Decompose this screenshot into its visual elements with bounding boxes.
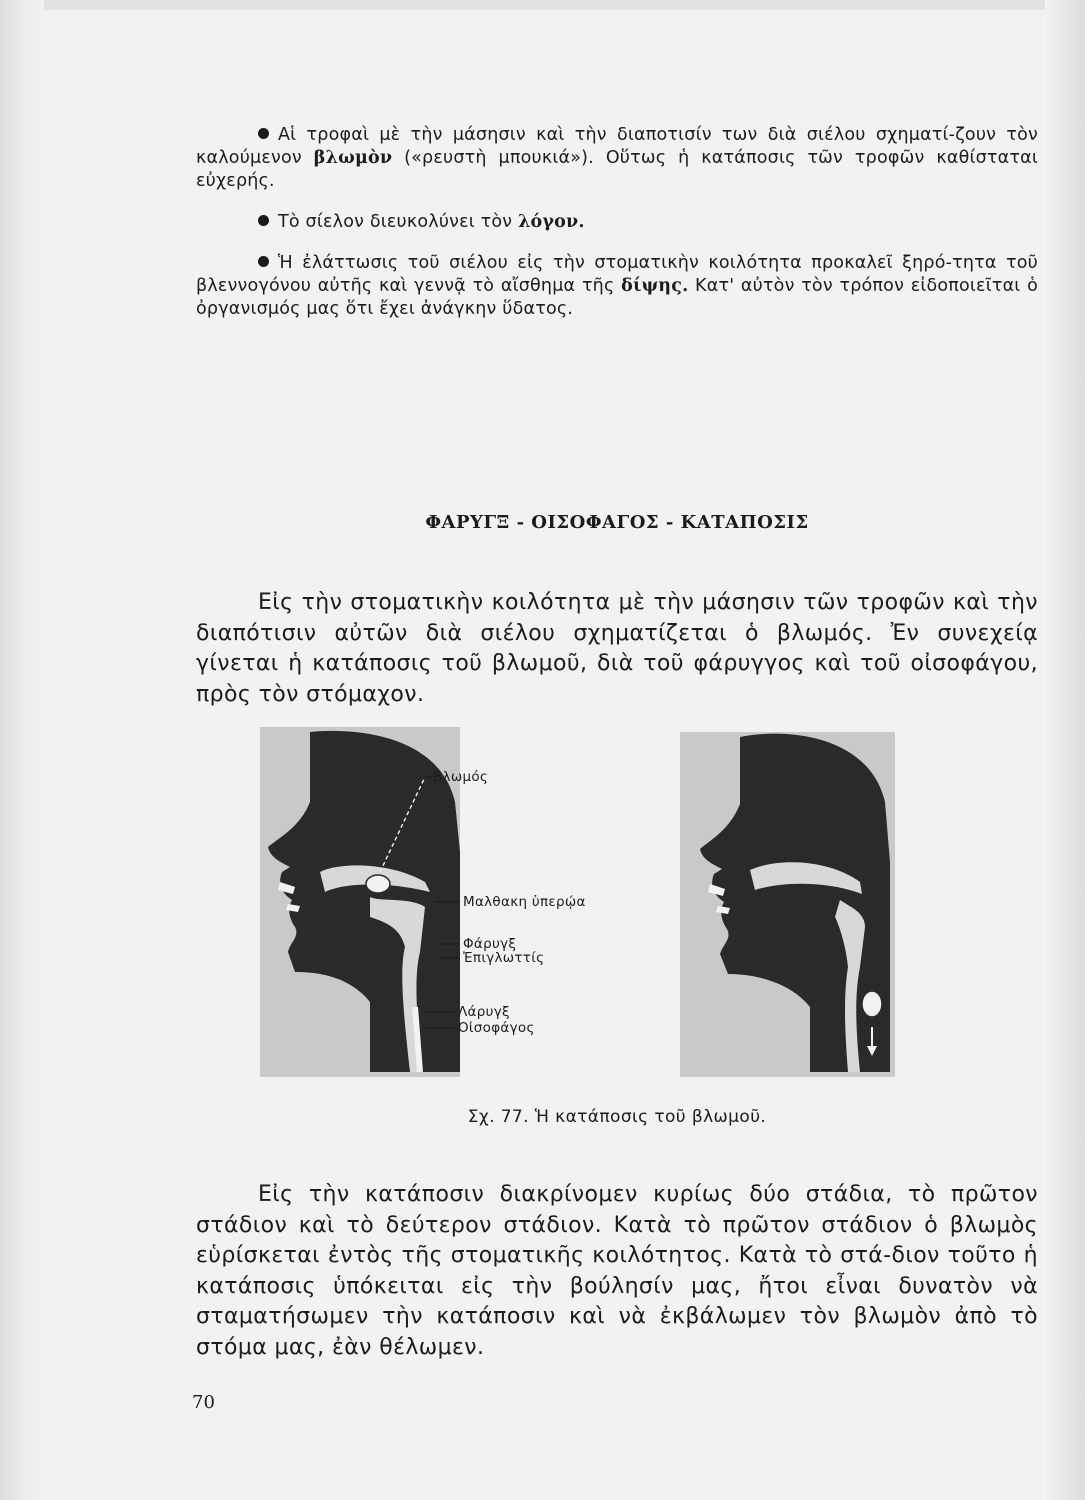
bullet-dot-icon [258,128,269,139]
bold-term: βλωμὸν [313,148,393,168]
section-heading: ΦΑΡΥΓΞ - ΟΙΣΟΦΑΓΟΣ - ΚΑΤΑΠΟΣΙΣ [425,512,809,533]
page-number: 70 [192,1392,215,1413]
scan-edge-right [1045,0,1085,1500]
label-bolus: Βλωμός [433,769,489,785]
bullet-list [196,124,1038,339]
swallowing-diagram [250,722,940,1082]
bullet-item: Αἱ τροφαὶ μὲ τὴν μάσησιν καὶ τὴν διαποτισίν των διὰ σιέλου σχηματί-ζουν τὸν καλούμενον βλωμὸν («ρευστὴ μπουκιά»). Οὕτως ἡ κατάποσις τῶν τροφῶν καθίσταται εὐχερής. [196,125,1038,191]
bolus-mark [862,991,882,1017]
bold-term: λόγον. [518,212,585,232]
scan-edge-left [0,0,44,1500]
label-esophagus: Οἰσοφάγος [458,1020,535,1036]
label-soft-palate: Μαλθακη ὑπερῴα [463,894,586,910]
bolus-mark [366,875,390,893]
bullet-dot-icon [258,215,269,226]
paragraph-intro: Εἰς τὴν στοματικὴν κοιλότητα μὲ τὴν μάσησιν τῶν τροφῶν καὶ τὴν διαπότισιν αὐτῶν διὰ σιέλου σχηματίζεται ὁ βλωμός. Ἐν συνεχείᾳ γίνεται ἡ κατάποσις τοῦ βλωμοῦ, διὰ τοῦ φάρυγγος καὶ τοῦ οἰσοφάγου, πρὸς τὸν στόμαχον. [196,590,1038,707]
swallowing-figure [250,722,940,1082]
bullet-dot-icon [258,256,269,267]
scan-edge-top [0,0,1085,10]
bold-term: δίψης. [621,276,689,296]
bullet-item: Τὸ σίελον διευκολύνει τὸν λόγον. [196,211,1038,234]
label-larynx: Λάρυγξ [458,1004,510,1020]
figure-caption: Σχ. 77. Ἡ κατάποσις τοῦ βλωμοῦ. [467,1107,767,1127]
paragraph-stages: Εἰς τὴν κατάποσιν διακρίνομεν κυρίως δύο στάδια, τὸ πρῶτον στάδιον καὶ τὸ δεύτερον στάδιον. Κατὰ τὸ πρῶτον στάδιον ὁ βλωμὸς εὑρίσκεται ἐντὸς τῆς στοματικῆς κοιλότητος. Κατὰ τὸ στά-διον τοῦτο ἡ κατάποσις ὑπόκειται εἰς τὴν βούλησίν μας, ἤτοι εἶναι δυνατὸν νὰ σταματήσωμεν τὴν κατάποσιν καὶ νὰ ἐκβάλωμεν τὸν βλωμὸν ἀπὸ τὸ στόμα μας, ἐὰν θέλωμεν. [196,1182,1038,1360]
label-epiglottis: Ἐπιγλωττίς [463,950,545,966]
head-diagram-left [260,727,460,1077]
label-pharynx: Φάρυγξ [463,936,517,952]
bullet-item: Ἡ ἐλάττωσις τοῦ σιέλου εἰς τὴν στοματικὴν κοιλότητα προκαλεῖ ξηρό-τητα τοῦ βλεννογόνου αὐτῆς καὶ γεννᾷ τὸ αἴσθημα τῆς δίψης. Κατ' αὐτὸν τὸν τρόπον εἰδοποιεῖται ὁ ὀργανισμός μας ὅτι ἔχει ἀνάγκην ὕδατος. [196,253,1038,319]
head-diagram-right [680,732,895,1077]
